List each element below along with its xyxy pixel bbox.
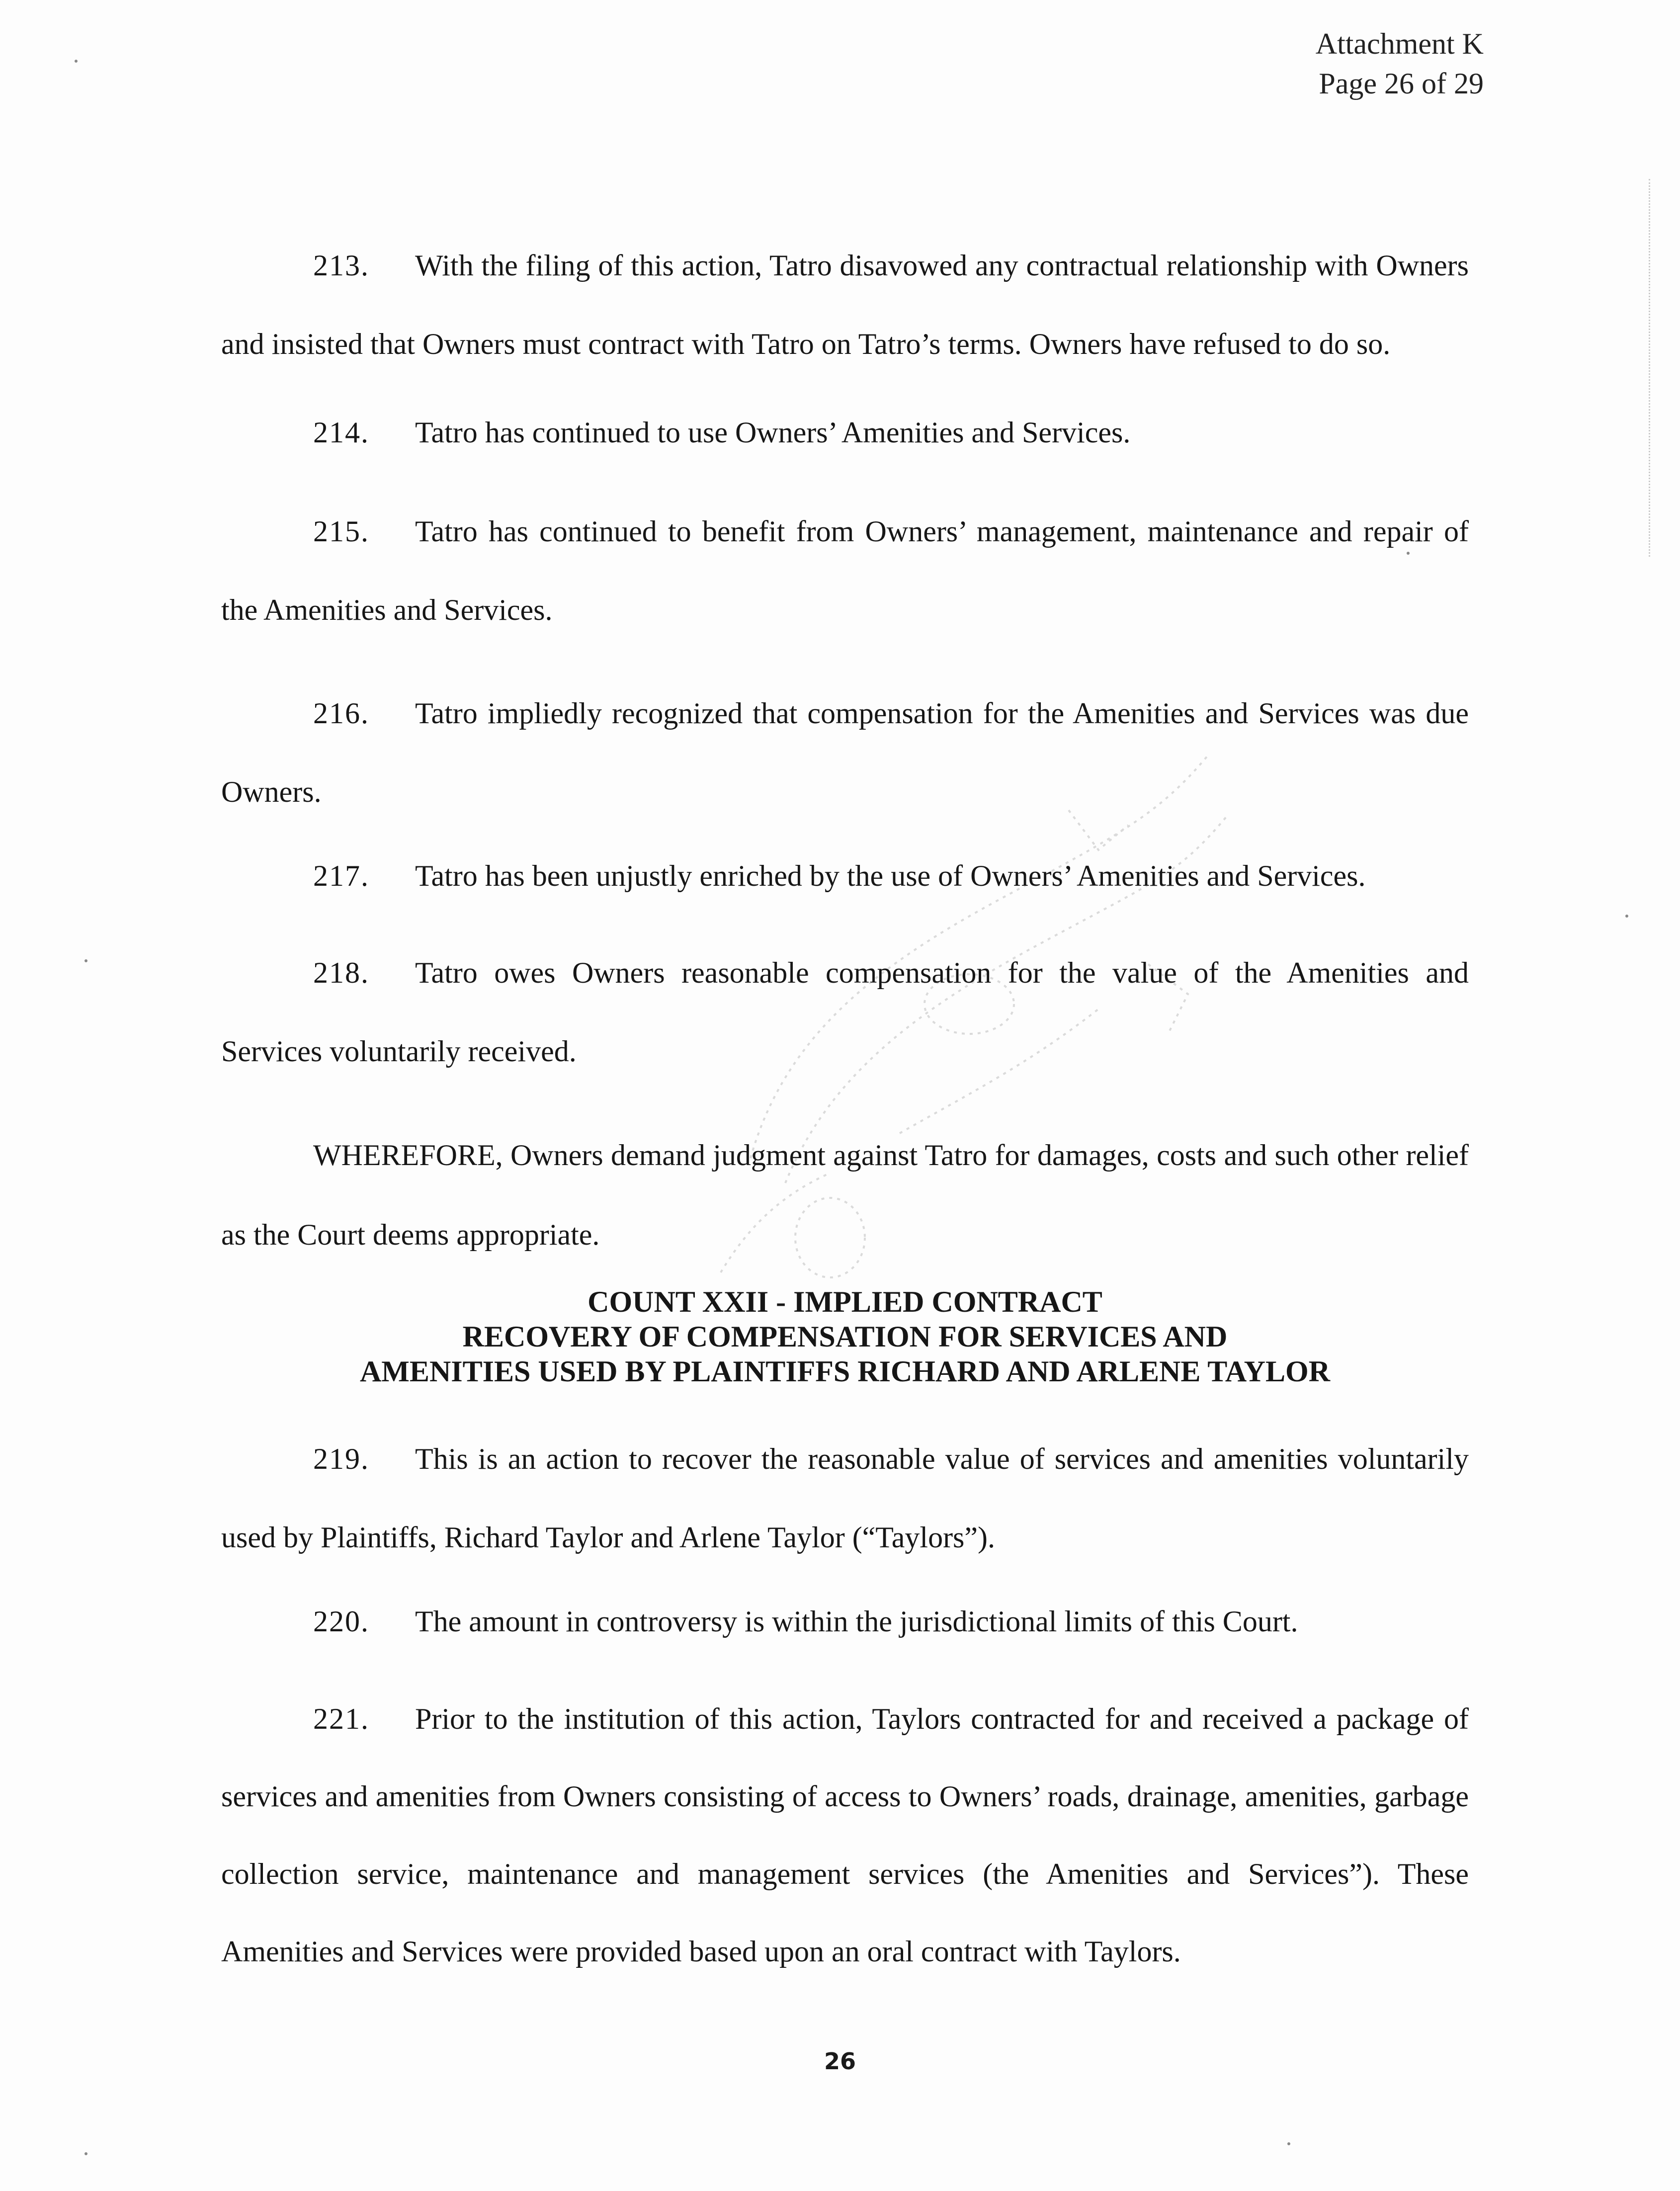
paragraph-number: 213. (313, 249, 369, 282)
count-heading (221, 1284, 1469, 1389)
paragraph-number: 218. (313, 956, 369, 989)
paragraph-text: Tatro has continued to use Owners’ Amenities and Services. (415, 416, 1131, 449)
paragraph-number: 215. (313, 515, 369, 548)
paragraph-text: Tatro has continued to benefit from Owners’ management, maintenance and repair of the Amenities and Services. (221, 515, 1469, 626)
paragraph-text: Tatro impliedly recognized that compensation for the Amenities and Services was due Owners. (221, 697, 1469, 808)
paragraph-number: 217. (313, 859, 369, 892)
paragraph-215 (221, 492, 1469, 649)
count-heading-line-2: RECOVERY OF COMPENSATION FOR SERVICES AND (462, 1320, 1228, 1353)
paragraph-text: Tatro has been unjustly enriched by the use of Owners’ Amenities and Services. (415, 859, 1366, 892)
scan-speck (1407, 552, 1410, 555)
paragraph-219 (221, 1420, 1469, 1577)
scan-speck (84, 959, 87, 962)
document-body (221, 226, 1469, 1990)
paragraph-218 (221, 933, 1469, 1091)
paragraph-number: 214. (313, 416, 369, 449)
paragraph-221 (221, 1680, 1469, 1990)
wherefore-clause (221, 1115, 1469, 1274)
paragraph-214 (221, 413, 1469, 452)
paragraph-216 (221, 674, 1469, 831)
count-heading-line-3: AMENITIES USED BY PLAINTIFFS RICHARD AND ARLENE TAYLOR (359, 1355, 1331, 1388)
paragraph-text: WHEREFORE, Owners demand judgment against Tatro for damages, costs and such other relief as the Court deems appropriate. (221, 1139, 1469, 1251)
paragraph-213 (221, 226, 1469, 383)
scan-speck (1287, 2142, 1290, 2145)
paragraph-text: With the filing of this action, Tatro disavowed any contractual relationship with Owners and insisted that Owners must contract with Tatro on Tatro’s terms. Owners have refused to do so. (221, 249, 1469, 360)
paragraph-text: The amount in controversy is within the jurisdictional limits of this Court. (415, 1605, 1298, 1638)
attachment-label: Attachment K (1315, 27, 1484, 60)
paragraph-text: This is an action to recover the reasonable value of services and amenities voluntarily used by Plaintiffs, Richard Taylor and Arlene Taylor (“Taylors”). (221, 1442, 1469, 1554)
count-heading-line-1: COUNT XXII - IMPLIED CONTRACT (588, 1285, 1102, 1318)
page-count: Page 26 of 29 (1319, 67, 1484, 100)
paragraph-number: 220. (313, 1605, 369, 1638)
paragraph-220 (221, 1601, 1469, 1641)
page-header (1316, 24, 1484, 103)
paragraph-text: Prior to the institution of this action, Taylors contracted for and received a package of services and amenities from Owners consisting of access to Owners’ roads, drainage, amenities, garbage collection service, maintenance and management services (the Amenities and Services”). These Amenities and Services were provided based upon an oral contract with Taylors. (221, 1702, 1469, 1968)
scan-speck (1625, 915, 1628, 918)
paragraph-number: 216. (313, 697, 369, 730)
paragraph-number: 221. (313, 1702, 369, 1735)
paragraph-text: Tatro owes Owners reasonable compensation for the value of the Amenities and Services voluntarily received. (221, 956, 1469, 1068)
scan-speck (84, 2152, 87, 2155)
page-number: 26 (824, 2048, 856, 2075)
paragraph-217 (221, 856, 1469, 896)
scan-margin-artifact (1643, 179, 1650, 557)
paragraph-number: 219. (313, 1442, 369, 1475)
scan-speck (75, 60, 78, 63)
